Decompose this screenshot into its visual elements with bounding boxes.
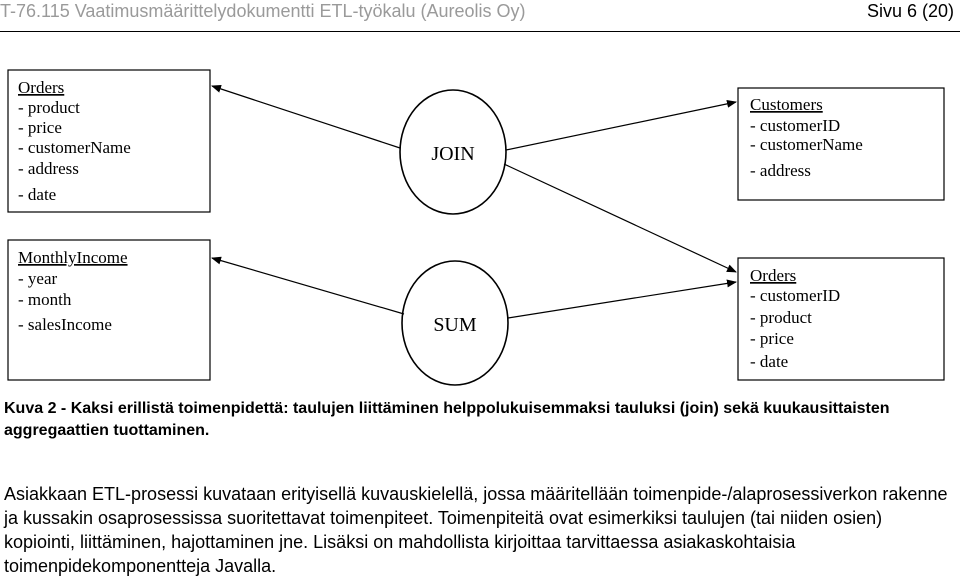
- customers-field: - address: [750, 161, 811, 180]
- customers-table: [738, 88, 944, 200]
- arrow-join-to-customers: [506, 102, 736, 150]
- orders-left-field: - product: [18, 98, 80, 117]
- sum-process: [402, 261, 508, 385]
- orders-right-field: - price: [750, 329, 794, 348]
- orders-right-field: - product: [750, 308, 812, 327]
- header-divider: [0, 31, 960, 32]
- customers-title: Customers: [750, 95, 823, 114]
- etl-diagram: [0, 60, 960, 390]
- sum-label: SUM: [433, 314, 477, 336]
- orders-right-field: - customerID: [750, 286, 841, 305]
- monthly-income-title: MonthlyIncome: [18, 248, 128, 267]
- orders-right-title: Orders: [750, 266, 797, 285]
- body-paragraph: Asiakkaan ETL-prosessi kuvataan erityisellä kuvauskielellä, jossa määritellään toimenpide-/alaprosessiverkon rakenne ja kussakin osaprosessissa suoritettavat toimenpiteet. Toimenpiteitä ovat esimerkiksi taulujen (tai niiden osien) kopiointi, liittäminen, hajottaminen jne. Lisäksi on mahdollista kirjoittaa tarvittaessa asiakaskohtaisia toimenpidekomponentteja Javalla.: [4, 484, 948, 576]
- arrow-sum-to-monthly-income: [212, 258, 404, 314]
- monthly-income-field: - salesIncome: [18, 315, 112, 334]
- page-number: Sivu 6 (20): [866, 1, 954, 21]
- orders-left-field: - price: [18, 118, 62, 137]
- orders-right-table: [738, 258, 944, 380]
- figure-caption: Kuva 2 - Kaksi erillistä toimenpidettä: taulujen liittäminen helppolukuisemmaksi tauluksi (join) sekä kuukausittaisten aggregaattien tuottaminen.: [4, 400, 890, 439]
- join-label: JOIN: [431, 143, 475, 165]
- orders-left-field: - address: [18, 159, 79, 178]
- customers-field: - customerID: [750, 116, 841, 135]
- orders-left-title: Orders: [18, 78, 65, 97]
- orders-left-field: - date: [18, 185, 57, 204]
- document-header-title: T-76.115 Vaatimusmäärittelydokumentti ETL-työkalu (Aureolis Oy): [0, 1, 526, 21]
- arrow-join-to-orders-right: [504, 164, 736, 272]
- monthly-income-field: - year: [18, 269, 58, 288]
- orders-left-table: [8, 70, 210, 212]
- join-process: [400, 90, 506, 214]
- orders-right-field: - date: [750, 352, 789, 371]
- orders-left-field: - customerName: [18, 138, 131, 157]
- arrow-join-to-orders-left: [212, 86, 400, 148]
- arrow-sum-to-orders-right: [508, 282, 736, 318]
- monthly-income-field: - month: [18, 290, 72, 309]
- customers-field: - customerName: [750, 135, 863, 154]
- monthly-income-table: [8, 240, 210, 380]
